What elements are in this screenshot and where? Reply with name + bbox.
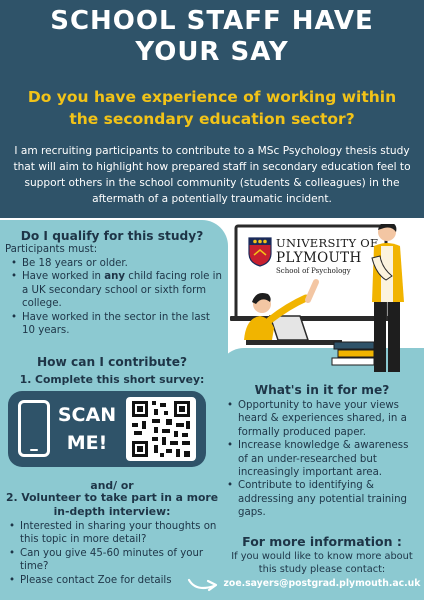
question-line-1: Do you have experience of working within: [27, 88, 397, 106]
list-item: • Opportunity to have your views heard & experiences shared, in a formally produced paper.: [226, 399, 420, 439]
poster-title: [0, 6, 424, 68]
interview-step: [4, 491, 220, 519]
list-item: • Have worked in any child facing role in a UK secondary school or sixth form college.: [10, 270, 222, 310]
more-info-heading: For more information :: [242, 534, 402, 549]
list-item: • Interested in sharing your thoughts on this topic in more detail?: [8, 520, 220, 547]
headline-question: [0, 86, 424, 130]
title-line-1: SCHOOL STAFF HAVE: [50, 6, 374, 36]
title-line-2: YOUR SAY: [135, 37, 289, 67]
interview-step-line-1: 2. Volunteer to take part in a more: [5, 491, 219, 504]
logo-school: School of Psychology: [276, 267, 351, 275]
list-item: • Have worked in the sector in the last 10 years.: [10, 311, 222, 338]
logo-plymouth: PLYMOUTH: [276, 250, 362, 266]
survey-qr-box[interactable]: [8, 391, 206, 467]
university-crest-icon: [248, 237, 272, 267]
list-item: • Increase knowledge & awareness of an under-researched but increasingly important area.: [226, 439, 420, 479]
arrow-right-icon: [186, 574, 222, 594]
list-item: • Please contact Zoe for details: [8, 574, 220, 587]
list-item: • Be 18 years or older.: [10, 257, 222, 270]
question-line-2: the secondary education sector?: [69, 110, 355, 128]
contact-email-link[interactable]: zoe.sayers@postgrad.plymouth.ac.uk: [223, 578, 421, 589]
intro-paragraph: I am recruiting participants to contribute to a MSc Psychology thesis study that will aim to highlight how prepared staff in secondary education feel to support others in the school community (students & colleagues) in the aftermath of a potentially traumatic incident.: [13, 145, 411, 205]
survey-step: 1. Complete this short survey:: [19, 373, 205, 386]
list-item: • Can you give 45-60 minutes of your time?: [8, 547, 220, 574]
benefits-heading: What's in it for me?: [254, 383, 390, 397]
interview-step-line-2: in-depth interview:: [53, 505, 171, 518]
survey-qr-code[interactable]: [126, 397, 196, 461]
logo-university-of: UNIVERSITY OF: [276, 236, 379, 250]
contribute-heading: How can I contribute?: [36, 355, 188, 369]
more-info-text: If you would like to know more about this study please contact:: [231, 551, 413, 575]
and-or-text: and/ or: [90, 479, 134, 492]
qr-code-icon: [126, 397, 196, 461]
qualify-list: [10, 257, 222, 337]
benefits-list: [226, 399, 420, 520]
phone-icon: [18, 400, 50, 457]
me-word: ME!: [66, 432, 108, 454]
scan-word: SCAN: [57, 404, 117, 426]
qualify-lead: Participants must:: [5, 244, 98, 255]
emphasis-text: any: [104, 271, 126, 283]
list-item: • Contribute to identifying & addressing any potential training gaps.: [226, 479, 420, 519]
qualify-heading: Do I qualify for this study?: [20, 229, 204, 243]
